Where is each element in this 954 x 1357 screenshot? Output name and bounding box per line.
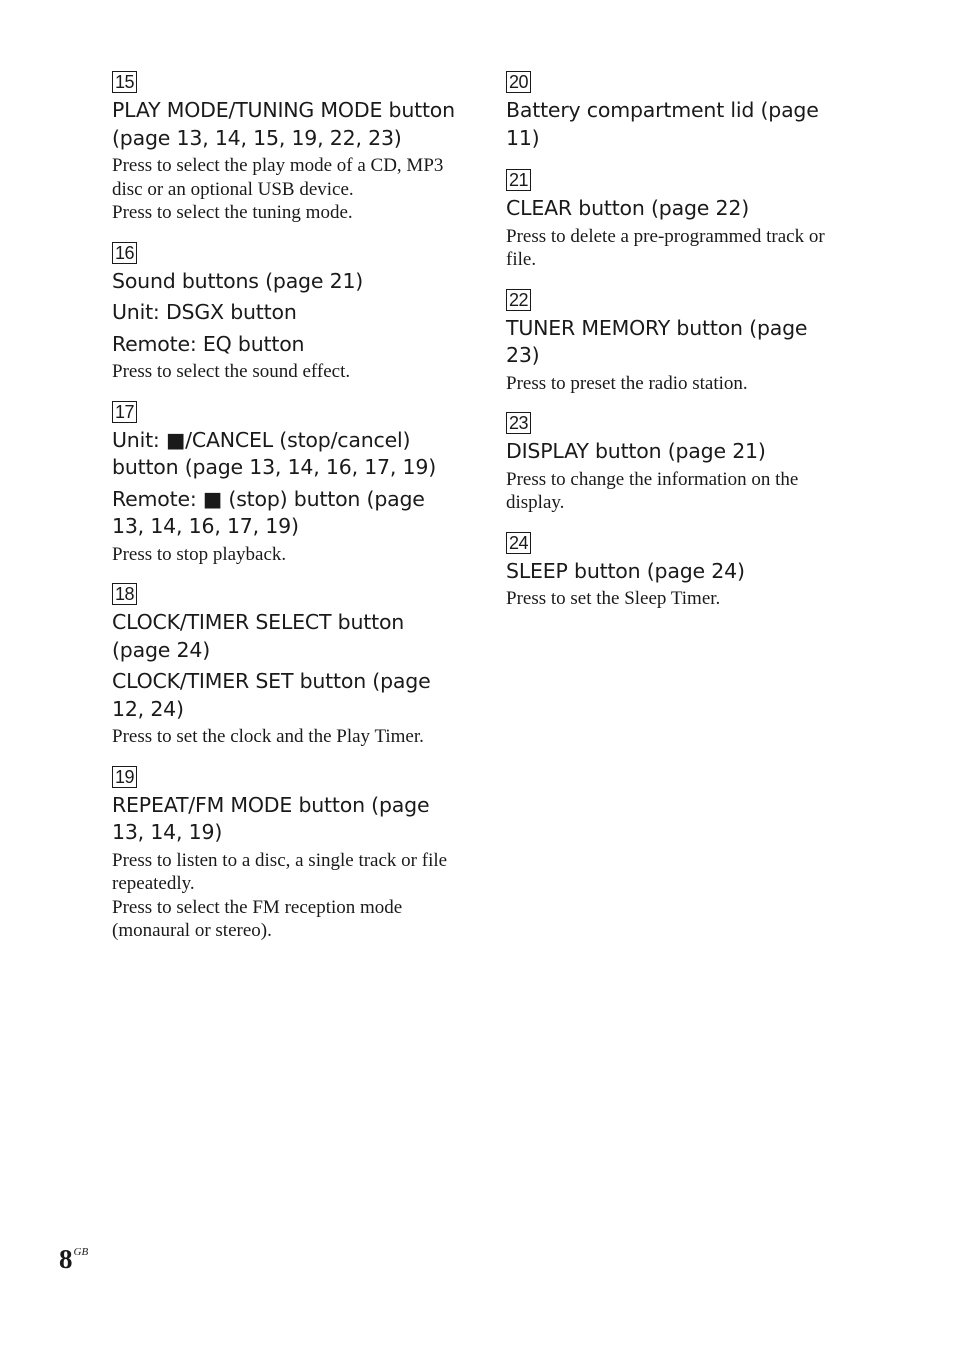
item-description: [112, 360, 458, 384]
description-line: Press to listen to a disc, a single track or file repeatedly.: [112, 849, 448, 894]
item-heading: Remote: ■ (stop) button (page 13, 14, 16, 17, 19): [112, 486, 425, 538]
item-heading: Battery compartment lid (page 11): [506, 98, 819, 150]
item-number-badge: 18: [112, 583, 137, 605]
item-number-badge: 17: [112, 401, 137, 423]
item-heading: TUNER MEMORY button (page 23): [506, 315, 808, 367]
item-number-badge: 19: [112, 766, 137, 788]
item-21: [506, 169, 846, 272]
item-description: [112, 154, 458, 225]
item-description: [112, 543, 458, 567]
description-line: Press to select the FM reception mode (monaural or stereo).: [112, 896, 403, 941]
item-heading: CLOCK/TIMER SET button (page 12, 24): [112, 669, 431, 721]
item-heading: Remote: EQ button: [112, 331, 305, 356]
item-description: [506, 372, 846, 396]
item-heading: Unit: ■/CANCEL (stop/cancel) button (page 13, 14, 16, 17, 19): [112, 427, 437, 479]
right-column: [506, 71, 846, 628]
item-19: [112, 766, 458, 943]
item-number-badge: 24: [506, 532, 531, 554]
item-heading: REPEAT/FM MODE button (page 13, 14, 19): [112, 792, 430, 844]
item-description: [506, 468, 846, 515]
description-line: Press to preset the radio station.: [506, 372, 748, 394]
item-description: [112, 849, 458, 943]
item-heading: PLAY MODE/TUNING MODE button (page 13, 14, 15, 19, 22, 23): [112, 98, 455, 150]
item-number-badge: 16: [112, 242, 137, 264]
item-heading: Unit: DSGX button: [112, 300, 297, 324]
item-number-badge: 22: [506, 289, 531, 311]
item-18: [112, 583, 458, 749]
item-heading: Sound buttons (page 21): [112, 268, 364, 293]
description-line: Press to select the play mode of a CD, MP3 disc or an optional USB device.: [112, 155, 444, 200]
item-number-badge: 20: [506, 71, 531, 93]
item-17: [112, 401, 458, 567]
item-description: [506, 225, 846, 272]
item-number-badge: 15: [112, 71, 137, 93]
item-heading: DISPLAY button (page 21): [506, 439, 766, 463]
item-16: [112, 242, 458, 384]
item-heading: CLEAR button (page 22): [506, 196, 750, 220]
item-description: [506, 587, 846, 611]
description-line: Press to change the information on the display.: [506, 468, 799, 513]
item-20: [506, 71, 846, 152]
page-region-suffix: GB: [73, 1246, 89, 1258]
item-22: [506, 289, 846, 396]
item-description: [112, 725, 458, 749]
item-heading: CLOCK/TIMER SELECT button (page 24): [112, 610, 405, 662]
item-heading: SLEEP button (page 24): [506, 558, 745, 583]
item-number-badge: 23: [506, 412, 531, 434]
item-23: [506, 412, 846, 515]
description-line: Press to stop playback.: [112, 543, 287, 565]
description-line: Press to select the sound effect.: [112, 361, 351, 382]
description-line: Press to set the clock and the Play Timer.: [112, 726, 424, 747]
description-line: Press to set the Sleep Timer.: [506, 588, 721, 609]
left-column: [112, 71, 458, 960]
item-24: [506, 532, 846, 611]
item-number-badge: 21: [506, 169, 531, 191]
item-15: [112, 71, 458, 225]
page-number: [59, 1244, 88, 1275]
description-line: Press to delete a pre-programmed track or file.: [506, 225, 825, 270]
page-number-value: 8: [59, 1244, 73, 1274]
description-line: Press to select the tuning mode.: [112, 202, 353, 223]
